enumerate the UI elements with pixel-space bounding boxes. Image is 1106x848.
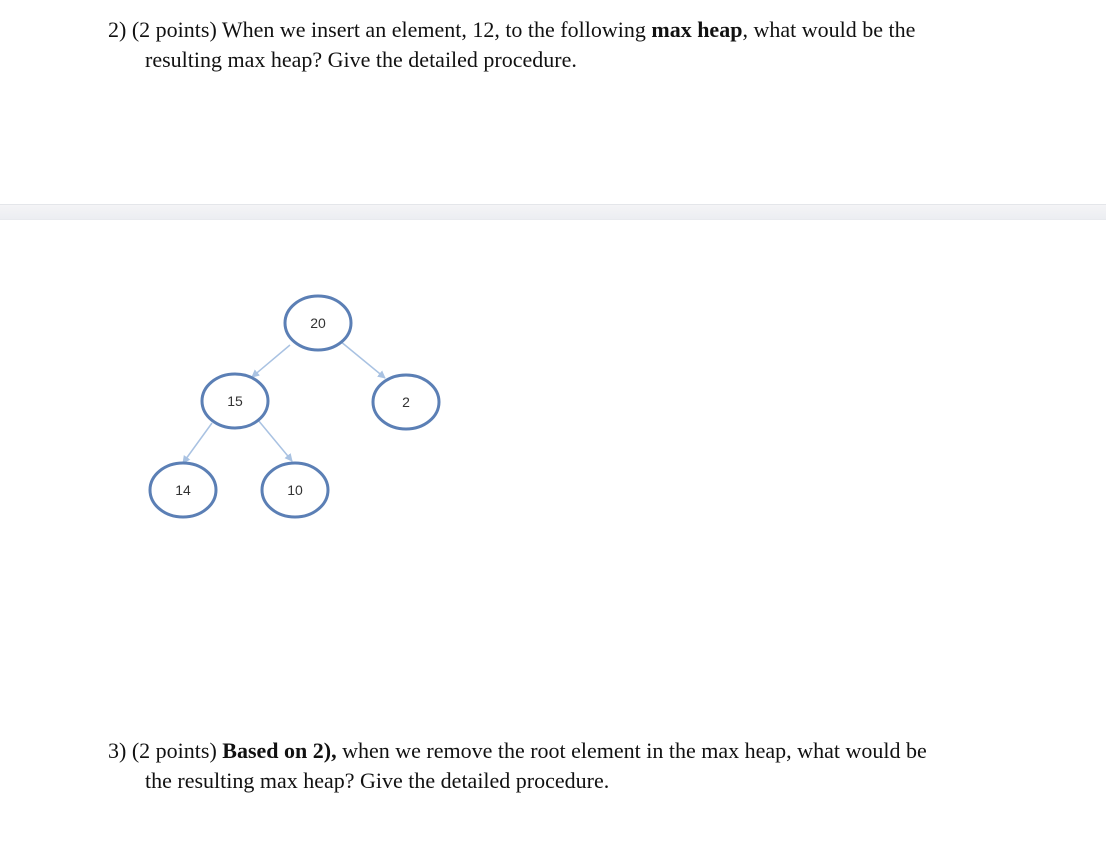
- question-2-bold: max heap: [651, 17, 743, 42]
- edge-left-leftright: [258, 420, 292, 461]
- question-3: [108, 736, 1068, 796]
- heap-tree-svg: [140, 285, 460, 530]
- heap-node-left-label: 15: [227, 393, 243, 409]
- question-2-suffix: , what would be the: [742, 17, 916, 42]
- heap-node-left-right-label: 10: [287, 482, 303, 498]
- edge-left-leftleft: [183, 423, 212, 463]
- edge-root-right: [340, 341, 385, 378]
- heap-node-left-left: [150, 463, 216, 517]
- question-3-line2: the resulting max heap? Give the detailed procedure.: [145, 768, 610, 793]
- heap-node-left: [202, 374, 268, 428]
- question-2: [108, 15, 1068, 75]
- edge-root-left: [252, 345, 290, 377]
- heap-node-left-right: [262, 463, 328, 517]
- heap-node-root-label: 20: [310, 315, 326, 331]
- heap-node-left-left-label: 14: [175, 482, 191, 498]
- question-3-bold: Based on 2),: [222, 738, 337, 763]
- heap-nodes: [150, 296, 439, 517]
- question-2-text: 2) (2 points) When we insert an element, 12, to the following: [108, 17, 652, 42]
- heap-node-right: [373, 375, 439, 429]
- question-3-text: 3) (2 points): [108, 738, 223, 763]
- max-heap-diagram: [140, 285, 460, 530]
- heap-node-root: [285, 296, 351, 350]
- question-2-line2: resulting max heap? Give the detailed procedure.: [145, 47, 577, 72]
- section-divider: [0, 204, 1106, 220]
- question-3-suffix: when we remove the root element in the max heap, what would be: [336, 738, 927, 763]
- heap-node-right-label: 2: [402, 394, 410, 410]
